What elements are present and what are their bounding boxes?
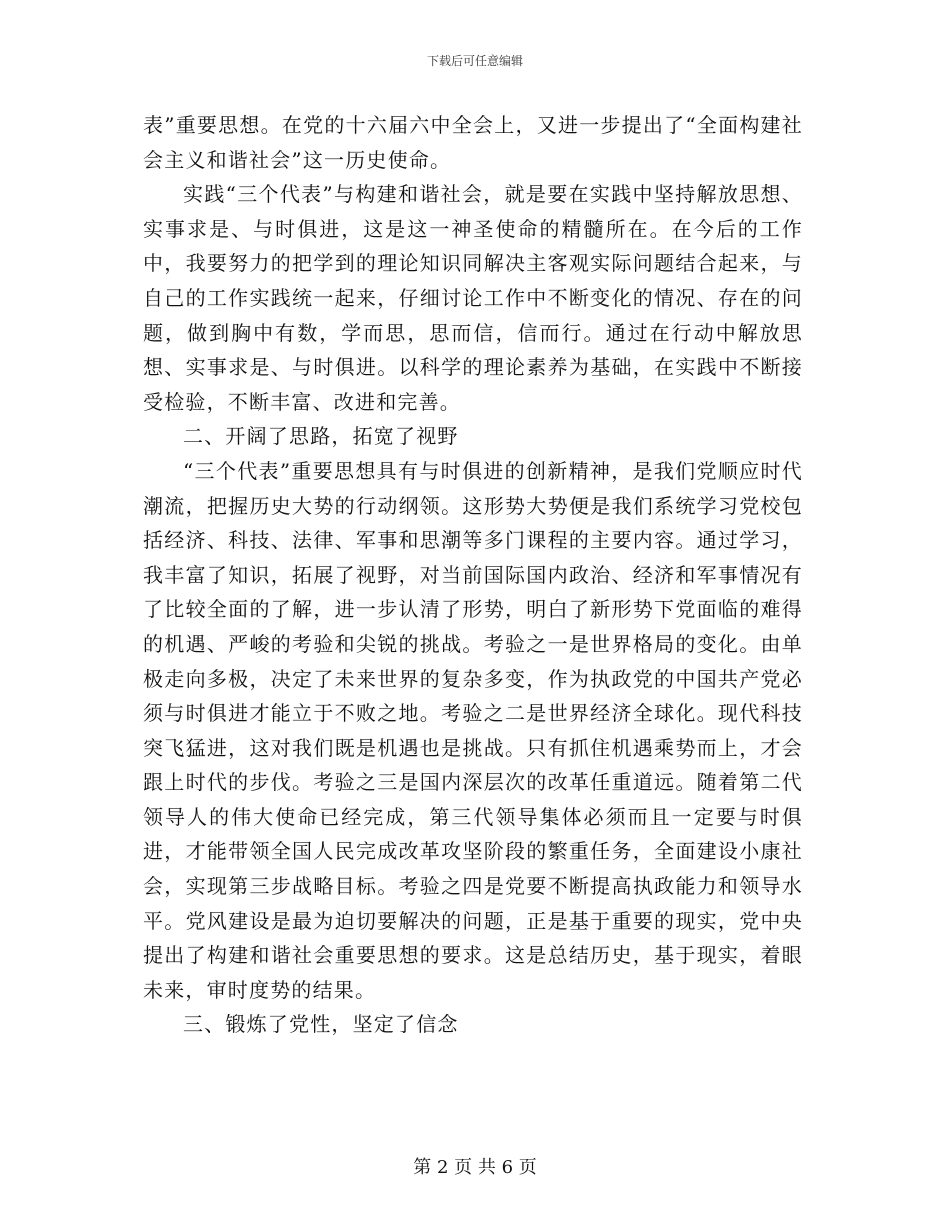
section-heading: 二、开阔了思路，拓宽了视野 bbox=[183, 424, 459, 449]
paragraph-continuation: 表”重要思想。在党的十六届六中全会上，又进一步提出了“全面构建社会主义和谐社会”这一历史使命。 bbox=[143, 113, 803, 172]
page-header-note: 下载后可任意编辑 bbox=[426, 54, 523, 68]
document-body bbox=[143, 108, 803, 1042]
paragraph: 实践“三个代表”与构建和谐社会，就是要在实践中坚持解放思想、实事求是、与时俱进，这是这一神圣使命的精髓所在。在今后的工作中，我要努力的把学到的理论知识同解决主客观实际问题结合起来，与自己的工作实践统一起来，仔细讨论工作中不断变化的情况、存在的问题，做到胸中有数，学而思，思而信，信而行。通过在行动中解放思想、实事求是、与时俱进。以科学的理论素养为基础，在实践中不断接受检验，不断丰富、改进和完善。 bbox=[143, 182, 803, 414]
paragraph: “三个代表”重要思想具有与时俱进的创新精神，是我们党顺应时代潮流，把握历史大势的行动纲领。这形势大势便是我们系统学习党校包括经济、科技、法律、军事和思潮等多门课程的主要内容。通过学习，我丰富了知识，拓展了视野，对当前国际国内政治、经济和军事情况有了比较全面的了解，进一步认清了形势，明白了新形势下党面临的难得的机遇、严峻的考验和尖锐的挑战。考验之一是世界格局的变化。由单极走向多极，决定了未来世界的复杂多变，作为执政党的中国共产党必须与时俱进才能立于不败之地。考验之二是世界经济全球化。现代科技突飞猛进，这对我们既是机遇也是挑战。只有抓住机遇乘势而上，才会跟上时代的步伐。考验之三是国内深层次的改革任重道远。随着第二代领导人的伟大使命已经完成，第三代领导集体必须而且一定要与时俱进，才能带领全国人民完成改革攻坚阶段的繁重任务，全面建设小康社会，实现第三步战略目标。考验之四是党要不断提高执政能力和领导水平。党风建设是最为迫切要解决的问题，正是基于重要的现实，党中央提出了构建和谐社会重要思想的要求。这是总结历史，基于现实，着眼未来，审时度势的结果。 bbox=[143, 458, 803, 1002]
page-number-footer: 第 2 页 共 6 页 bbox=[413, 1157, 537, 1178]
section-heading: 三、锻炼了党性，坚定了信念 bbox=[183, 1012, 459, 1037]
